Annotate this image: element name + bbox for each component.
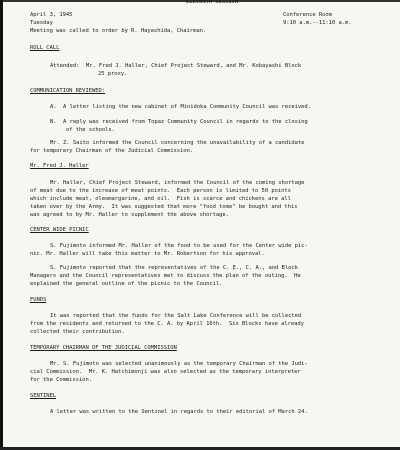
haller-line-3: which include meat, oleomargarine, and oil. Fish is scarce and chickens are all [30, 196, 291, 202]
haller-line-2: of meat due to the increase of meat points. Each person is limited to 50 points [30, 188, 291, 194]
roll-call-heading: ROLL CALL [30, 45, 60, 51]
funds-line-3: collected their contribution. [30, 329, 125, 335]
haller-line-4: taken over by the Army. It was suggested that more "food tome" be bought and this [30, 204, 298, 210]
haller-line-1: Mr. Haller, Chief Project Steward, informed the Council of the coming shortage [50, 180, 305, 186]
haller-heading: Mr. Fred J. Haller [30, 163, 89, 169]
communication-heading: COMMUNICATION REVIEWED: [30, 88, 106, 94]
picnic-line-1: S. Fujimoto informed Mr. Haller of the food to be used for the Center wide pic- [50, 243, 308, 249]
meeting-day: Tuesday [30, 20, 53, 26]
saito-line-2: for temporary Chairman of the Judicial Commission. [30, 148, 194, 154]
meeting-time: 9:10 a.m.--11:10 a.m. [283, 20, 352, 26]
picnic-line-3: S. Fujimoto reported that the representatives of the C. E., C. A., and Block [50, 265, 298, 271]
judicial-line-2: cial Commission. Mr. K. Hatchimonji was also selected as the temporary interpreter [30, 369, 301, 375]
roll-call-attended-1: Attended: Mr. Fred J. Haller, Chief Project Steward, and Mr. Kobayashi Block [50, 63, 302, 69]
saito-line-1: Mr. Z. Saito informed the Council concerning the unavailability of a candidate [50, 140, 305, 146]
picnic-line-5: explained the general outline of the picnic to the Council. [30, 281, 223, 287]
picnic-line-2: nic. Mr. Haller will take this matter to Mr. Robertson for his approval. [30, 251, 265, 257]
communication-item-a: A. A letter listing the new cabinet of Minidoka Community Council was received. [50, 104, 311, 110]
session-title: ELEVENTH SESSION [186, 0, 239, 5]
haller-line-5: was agreed to by Mr. Haller to supplement the above shortage. [30, 212, 229, 218]
meeting-location: Conference Room [283, 12, 332, 18]
meeting-date: April 3, 1945 [30, 12, 73, 18]
sentinel-line-1: A letter was written to the Sentinel in regards to their editorial of March 24. [50, 409, 308, 415]
picnic-heading: CENTER WIDE PICNIC [30, 227, 89, 233]
communication-item-b-1: B. A reply was received from Topaz Community Council in regards to the closing [50, 119, 308, 125]
sentinel-heading: SENTINEL [30, 393, 57, 399]
communication-item-b-2: of the schools. [66, 127, 115, 133]
funds-line-1: It was reported that the funds for the Salt Lake Conference will be collected [50, 313, 302, 319]
funds-heading: FUNDS [30, 297, 47, 303]
judicial-line-3: for the Commission. [30, 377, 92, 383]
picnic-line-4: Managers and the Council representatives met to discuss the plan of the outing. He [30, 273, 301, 279]
scan-edge-left [0, 0, 3, 450]
judicial-line-1: Mr. S. Fujimoto was selected unanimously as the temporary Chairman of the Judi- [50, 361, 308, 367]
roll-call-attended-2: 25 proxy. [98, 71, 128, 77]
funds-line-2: from the residents and returned to the C. A. by April 16th. Six Blocks have already [30, 321, 304, 327]
meeting-called-line: Meeting was called to order by R. Hayashida, Chairman. [30, 28, 207, 34]
judicial-heading: TEMPORARY CHAIRMAN OF THE JUDICIAL COMMISSION [30, 345, 177, 351]
